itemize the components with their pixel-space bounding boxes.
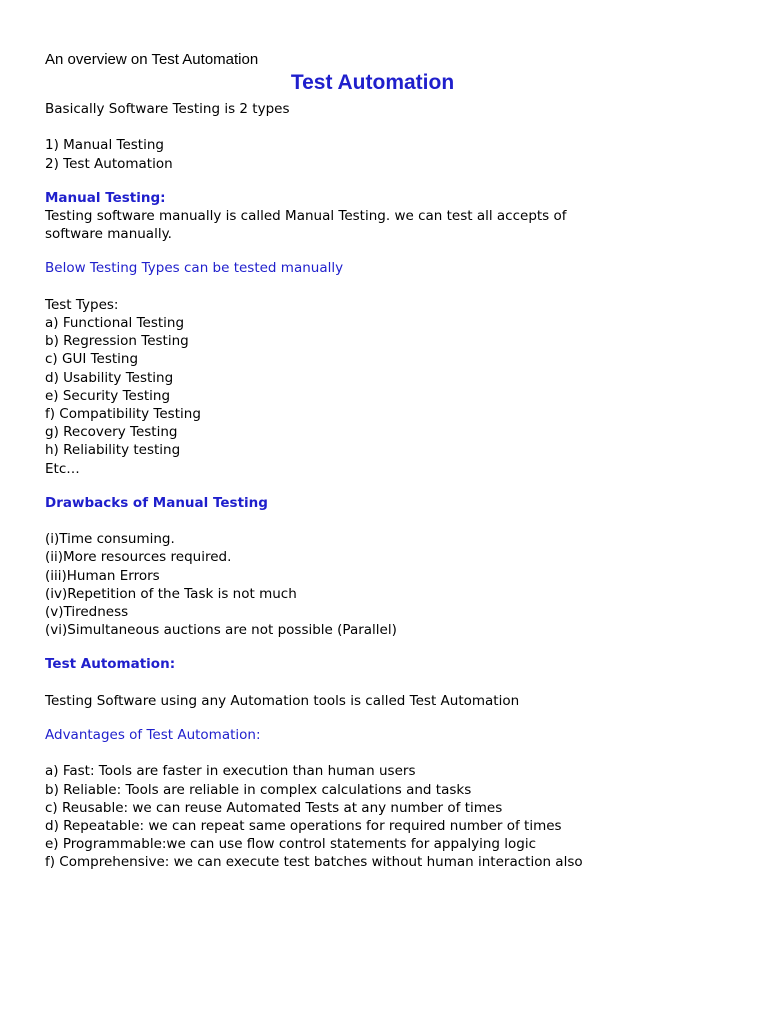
advantages-list [45,762,745,871]
main-title: Test Automation [290,71,455,94]
test-type-item: g) Recovery Testing [45,424,178,441]
test-type-item: a) Functional Testing [45,315,185,331]
manual-testing-heading: Manual Testing: [45,189,166,206]
test-type-item: d) Usability Testing [45,369,174,386]
drawback-item: (iv)Repetition of the Task is not much [45,585,297,602]
test-type-item: h) Reliability testing [45,442,181,459]
test-type-item: c) GUI Testing [45,351,139,368]
advantage-item: e) Programmable:we can use flow control statements for appalying logic [45,836,536,853]
test-automation-heading: Test Automation: [45,656,176,673]
manual-testing-description [45,207,745,243]
advantage-item: d) Repeatable: we can repeat same operations for required number of times [45,818,562,835]
drawback-item: (i)Time consuming. [45,531,175,548]
testing-types-list [45,136,745,172]
advantages-heading: Advantages of Test Automation: [45,727,261,744]
test-type-item: b) Regression Testing [45,333,189,350]
drawback-item: (iii)Human Errors [45,567,160,584]
description-line: software manually. [45,226,172,243]
drawbacks-heading: Drawbacks of Manual Testing [45,494,268,511]
drawbacks-list [45,530,745,639]
description-line: Testing software manually is called Manual Testing. we can test all accepts of [45,208,567,224]
testing-type-item: 2) Test Automation [45,155,173,172]
overview-title: An overview on Test Automation [45,51,259,68]
intro-text: Basically Software Testing is 2 types [45,101,290,117]
advantage-item: c) Reusable: we can reuse Automated Tests at any number of times [45,799,503,816]
test-type-item: f) Compatibility Testing [45,406,201,423]
test-automation-description: Testing Software using any Automation tools is called Test Automation [45,692,520,709]
drawback-item: (ii)More resources required. [45,549,232,566]
testing-type-item: 1) Manual Testing [45,137,164,154]
advantage-item: f) Comprehensive: we can execute test batches without human interaction also [45,854,583,871]
drawback-item: (v)Tiredness [45,604,129,621]
test-types-label: Test Types: [45,296,119,313]
drawback-item: (vi)Simultaneous auctions are not possible (Parallel) [45,622,397,639]
advantage-item: a) Fast: Tools are faster in execution than human users [45,763,416,780]
test-type-item: Etc… [45,460,80,477]
test-types-list [45,296,745,478]
manual-types-subheading: Below Testing Types can be tested manually [45,260,344,277]
test-type-item: e) Security Testing [45,387,171,404]
document-page [45,51,745,872]
advantage-item: b) Reliable: Tools are reliable in complex calculations and tasks [45,781,472,798]
